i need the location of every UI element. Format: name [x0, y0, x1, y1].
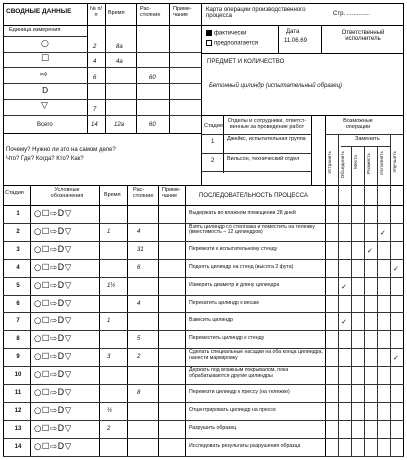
row-divider [3, 259, 404, 260]
process-row-dist: 8 [137, 390, 141, 396]
staff-row1-text: Джейкс, испытательная группа [227, 136, 306, 142]
process-row-stage: 7 [16, 318, 20, 325]
process-row-stage: 4 [16, 264, 20, 271]
row-divider [3, 241, 404, 242]
process-row-dist: 2 [137, 354, 141, 361]
process-row-text: Измерить диаметр и длину цилиндра [189, 281, 280, 288]
op-col-improve: Улучшить [393, 151, 398, 173]
row-divider [3, 330, 404, 331]
process-row-symbols: ○☐⇨D▽ [34, 334, 72, 345]
process-row-symbols: ○☐⇨D▽ [34, 316, 72, 327]
process-row-symbols: ○☐⇨D▽ [34, 209, 72, 219]
summary-row5-num: 7 [93, 107, 97, 113]
process-row-stage: 12 [14, 407, 22, 414]
process-row-dist: 31 [137, 246, 144, 253]
staff-dept-label: Отделы и сотрудники, ответст-венные за проведение работ [227, 118, 307, 130]
checkmark-icon: ✓ [341, 318, 347, 327]
process-row-text: Выдержать во влажном помещении 28 дней [189, 210, 296, 216]
process-row-text: Перевезти к испытательному стенду [189, 245, 278, 252]
row-divider [3, 384, 404, 385]
process-row-time: 3 [107, 354, 111, 361]
process-chart-form [3, 3, 404, 457]
process-row-dist: 5 [137, 336, 141, 343]
op-col-place: Место [354, 155, 359, 169]
process-row-symbols: ○☐⇨D▽ [34, 423, 72, 434]
op-col-execute: Исполнять [380, 151, 385, 175]
possible-ops-replace: Заменить [355, 136, 380, 142]
summary-row2-num: 4 [93, 59, 97, 65]
process-row-text: Переместить цилиндр к стенду [189, 335, 265, 342]
process-row-stage: 5 [16, 282, 20, 289]
circle-icon: ○ [41, 39, 49, 49]
row-divider [3, 402, 404, 403]
summary-title: СВОДНЫЕ ДАННЫЕ [6, 8, 72, 15]
process-row-text: Взять цилиндр со стеллажа и поместить на тележку (вместимость – 12 цилиндров) [189, 223, 315, 236]
process-row-time: 1 [107, 228, 111, 235]
summary-total-dist: 60 [149, 122, 156, 128]
process-row-symbols: ○☐⇨D▽ [34, 244, 72, 255]
process-row-stage: 13 [14, 425, 22, 432]
process-row-time: 2 [107, 425, 111, 432]
process-row-symbols: ○☐⇨D▽ [34, 441, 72, 452]
process-row-symbols: ○☐⇨D▽ [34, 280, 72, 291]
process-col-note: Приме-чание [162, 187, 181, 199]
possible-ops-label: Возможные операции [343, 118, 373, 130]
process-row-text: Держать под влажным покрывалом, пока обрабатываются другие цилиндры [189, 367, 289, 379]
process-col-symbols: Условные обозначения [50, 187, 84, 199]
summary-row3-dist: 60 [149, 75, 156, 81]
summary-total-num: 14 [91, 122, 98, 128]
process-row-dist: 4 [137, 228, 141, 235]
process-row-stage: 10 [14, 372, 22, 379]
process-row-stage: 8 [16, 336, 20, 343]
card-title: Карта операции производственного процесса [206, 7, 306, 20]
process-row-text: Сделать специальные насадки на оба конца цилиндра, нанести маркировку [189, 349, 323, 361]
planned-checkbox[interactable]: предполагается [206, 40, 258, 47]
row-divider [3, 295, 404, 296]
summary-col-time: Время [108, 10, 125, 16]
summary-row2-time: 4а [116, 59, 123, 65]
summary-unit-label: Единица измерения [9, 27, 61, 33]
subject-value: Бетонный цилиндр (испытательный образец) [209, 83, 343, 89]
process-col-seq: ПОСЛЕДОВАТЕЛЬНОСТЬ ПРОЦЕССА [199, 193, 308, 199]
summary-col-num: № п/п [90, 6, 102, 18]
process-row-text: Перекатить цилиндр к весам [189, 299, 259, 306]
staff-row1-stage: 1 [211, 139, 215, 145]
row-divider [3, 456, 404, 457]
process-row-text: Взвесить цилиндр [189, 317, 234, 324]
checkmark-icon: ✓ [341, 282, 347, 291]
process-col-stage: Стадия [5, 190, 24, 196]
process-row-stage: 14 [14, 443, 22, 450]
process-row-symbols: ○☐⇨D▽ [34, 226, 72, 237]
process-row-stage: 1 [16, 211, 20, 217]
process-row-text: Перевезти цилиндр к прессу (на тележке) [189, 389, 290, 395]
square-icon: ☐ [41, 54, 50, 64]
checkbox-empty-icon [206, 40, 212, 46]
process-row-stage: 2 [16, 228, 20, 235]
process-row-dist: 6 [137, 264, 141, 271]
arrow-icon: ⇨ [40, 70, 48, 80]
process-row-text: Исследовать результаты разрушения образца [189, 442, 301, 449]
row-divider [3, 438, 404, 439]
card-page-label: Стр. .............. [333, 11, 371, 17]
process-row-text: Отцентрировать цилиндр на прессе [189, 406, 276, 413]
row-divider [3, 312, 404, 313]
process-col-dist: Рас-стояние [133, 187, 154, 199]
triangle-icon: ▽ [41, 101, 48, 111]
process-row-symbols: ○☐⇨D▽ [34, 352, 72, 363]
responsible-label: Ответственный исполнитель [341, 30, 385, 43]
staff-row2-stage: 2 [211, 158, 215, 164]
process-row-stage: 6 [16, 300, 20, 307]
checkmark-icon: ✓ [367, 246, 373, 255]
summary-total-label: Всего [37, 122, 53, 128]
date-value: 11.06.69 [284, 38, 307, 44]
process-row-time: 1½ [107, 282, 116, 289]
questions-line1: Почему? Нужно ли это на самом деле? [6, 147, 116, 153]
process-row-text: Поднять цилиндр на стенд (высота 2 фута) [189, 263, 294, 270]
process-row-stage: 3 [16, 246, 20, 253]
process-col-time: Время [104, 192, 121, 198]
process-row-text: Разрушить образец [189, 424, 237, 431]
process-row-stage: 11 [14, 390, 22, 396]
summary-row1-time: 8а [116, 44, 123, 50]
process-row-symbols: ○☐⇨D▽ [34, 388, 72, 398]
process-row-stage: 9 [16, 354, 20, 361]
subject-label: ПРЕДМЕТ И КОЛИЧЕСТВО [207, 59, 285, 65]
op-col-locate: Разместь [367, 153, 372, 174]
process-row-symbols: ○☐⇨D▽ [34, 370, 72, 381]
summary-col-note: Приме-чание [173, 6, 192, 18]
row-divider [3, 420, 404, 421]
process-row-dist: 4 [137, 300, 141, 307]
staff-stage-label: Стадия [204, 123, 223, 129]
delay-d-icon: D [42, 86, 49, 95]
process-row-time: 1 [107, 318, 111, 325]
staff-row2-text: Вильсон, технический отдел [227, 156, 300, 162]
questions-line2: Что? Где? Когда? Кто? Как? [6, 156, 84, 162]
checkmark-icon: ✓ [393, 354, 399, 363]
checkmark-icon: ✓ [380, 228, 386, 237]
summary-total-time: 12а [114, 122, 125, 128]
checkbox-checked-icon [206, 30, 212, 36]
process-row-symbols: ○☐⇨D▽ [34, 405, 72, 416]
summary-row1-num: 2 [93, 44, 97, 50]
date-label: Дата [286, 29, 300, 35]
process-row-symbols: ○☐⇨D▽ [34, 298, 72, 309]
checkmark-icon: ✓ [393, 264, 399, 273]
row-divider [3, 277, 404, 278]
process-row-symbols: ○☐⇨D▽ [34, 262, 72, 273]
op-col-eliminate: Устранить [328, 151, 333, 174]
summary-col-dist: Рас-стояние [140, 6, 161, 18]
summary-row3-num: 6 [93, 75, 97, 81]
actual-checkbox[interactable]: фактически [206, 30, 247, 37]
process-row-time: ½ [107, 407, 113, 414]
op-col-combine: Объединить [341, 151, 346, 179]
